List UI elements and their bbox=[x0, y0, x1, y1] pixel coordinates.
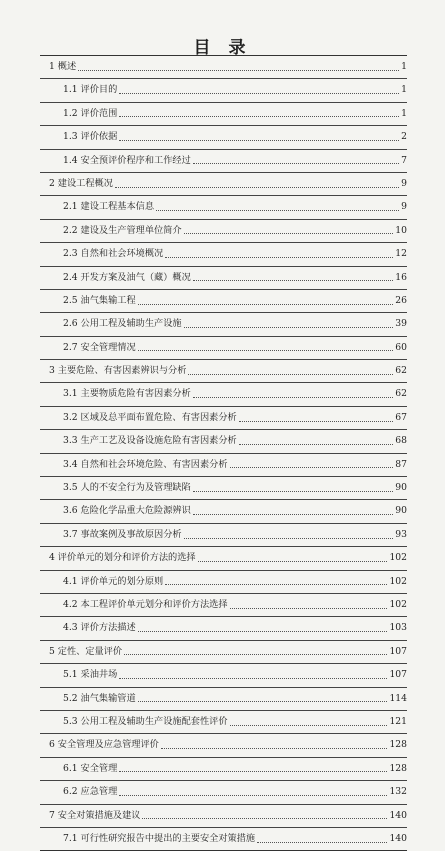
toc-entry-label: 2.4 开发方案及油气（藏）概况 bbox=[63, 271, 191, 283]
dot-leader bbox=[230, 725, 388, 726]
toc-entry-label: 2 建设工程概况 bbox=[49, 177, 113, 189]
toc-page-number: 62 bbox=[395, 365, 407, 377]
toc-section-row bbox=[40, 150, 407, 173]
toc-chapter-row bbox=[40, 360, 407, 383]
toc-page-number: 128 bbox=[389, 762, 407, 774]
toc-section-row bbox=[40, 664, 407, 687]
toc-entry-label: 6 安全管理及应急管理评价 bbox=[49, 739, 159, 751]
toc-chapter-row bbox=[40, 641, 407, 664]
toc-page-number: 16 bbox=[395, 271, 407, 283]
toc-page-number: 62 bbox=[395, 388, 407, 400]
toc-page-number: 140 bbox=[389, 809, 407, 821]
dot-leader bbox=[188, 374, 393, 375]
dot-leader bbox=[193, 397, 394, 398]
toc-page-number: 132 bbox=[389, 786, 407, 798]
toc-section-row bbox=[40, 500, 407, 523]
toc-section-row bbox=[40, 220, 407, 243]
toc-page-number: 103 bbox=[389, 622, 407, 634]
toc-entry-label: 4.3 评价方法描述 bbox=[63, 622, 136, 634]
toc-section-row bbox=[40, 688, 407, 711]
toc-page-number: 121 bbox=[389, 715, 407, 727]
toc-section-row bbox=[40, 571, 407, 594]
toc-entry-label: 1.1 评价目的 bbox=[63, 84, 118, 96]
dot-leader bbox=[138, 701, 388, 702]
toc-entry-label: 5.3 公用工程及辅助生产设施配套性评价 bbox=[63, 715, 228, 727]
toc-section-row bbox=[40, 430, 407, 453]
dot-leader bbox=[193, 280, 394, 281]
toc-entry-label: 4.2 本工程评价单元划分和评价方法选择 bbox=[63, 598, 228, 610]
toc-page-number: 67 bbox=[395, 411, 407, 423]
toc-page-number: 128 bbox=[389, 739, 407, 751]
toc-page-number: 68 bbox=[395, 435, 407, 447]
toc-entry-label: 4.1 评价单元的划分原则 bbox=[63, 575, 164, 587]
toc-section-row bbox=[40, 243, 407, 266]
toc-page-number: 107 bbox=[389, 669, 407, 681]
dot-leader bbox=[119, 93, 399, 94]
toc-entry-label: 7.1 可行性研究报告中提出的主要安全对策措施 bbox=[63, 832, 256, 844]
dot-leader bbox=[115, 187, 399, 188]
dot-leader bbox=[193, 514, 394, 515]
toc-page-number: 9 bbox=[401, 201, 407, 213]
toc-section-row bbox=[40, 79, 407, 102]
toc-page-number: 90 bbox=[395, 505, 407, 517]
toc-chapter-row bbox=[40, 173, 407, 196]
toc-section-row bbox=[40, 196, 407, 219]
toc-entry-label: 2.5 油气集输工程 bbox=[63, 294, 136, 306]
toc-page-number: 102 bbox=[389, 575, 407, 587]
toc-entry-label: 3.5 人的不安全行为及管理缺陷 bbox=[63, 482, 191, 494]
toc-page-number: 140 bbox=[389, 832, 407, 844]
dot-leader bbox=[198, 561, 388, 562]
toc-entry-label: 5.2 油气集输管道 bbox=[63, 692, 136, 704]
toc-page-number: 1 bbox=[401, 84, 407, 96]
toc-page-number: 93 bbox=[395, 528, 407, 540]
toc-entry-label: 3 主要危险、有害因素辨识与分析 bbox=[49, 365, 187, 377]
dot-leader bbox=[193, 491, 394, 492]
toc-entry-label: 5.1 采油井场 bbox=[63, 669, 118, 681]
toc-list bbox=[40, 55, 407, 851]
dot-leader bbox=[119, 795, 387, 796]
toc-page-number: 26 bbox=[395, 294, 407, 306]
toc-entry-label: 2.1 建设工程基本信息 bbox=[63, 201, 155, 213]
toc-entry-label: 7 安全对策措施及建议 bbox=[49, 809, 141, 821]
toc-section-row bbox=[40, 828, 407, 850]
toc-entry-label: 2.2 建设及生产管理单位简介 bbox=[63, 224, 182, 236]
toc-page-number: 39 bbox=[395, 318, 407, 330]
toc-section-row bbox=[40, 781, 407, 804]
toc-entry-label: 2.6 公用工程及辅助生产设施 bbox=[63, 318, 182, 330]
toc-entry-label: 2.7 安全管理情况 bbox=[63, 341, 136, 353]
toc-page-number: 60 bbox=[395, 341, 407, 353]
toc-page-number: 2 bbox=[401, 131, 407, 143]
toc-section-row bbox=[40, 407, 407, 430]
toc-section-row bbox=[40, 313, 407, 336]
toc-page-number: 102 bbox=[389, 598, 407, 610]
toc-page-number: 107 bbox=[389, 645, 407, 657]
dot-leader bbox=[165, 584, 387, 585]
toc-section-row bbox=[40, 617, 407, 640]
toc-section-row bbox=[40, 337, 407, 360]
toc-section-row bbox=[40, 290, 407, 313]
toc-section-row bbox=[40, 524, 407, 547]
dot-leader bbox=[119, 678, 387, 679]
toc-section-row bbox=[40, 126, 407, 149]
dot-leader bbox=[142, 818, 387, 819]
dot-leader bbox=[239, 421, 394, 422]
toc-entry-label: 6.2 应急管理 bbox=[63, 786, 118, 798]
toc-page-number: 90 bbox=[395, 482, 407, 494]
dot-leader bbox=[119, 771, 387, 772]
toc-entry-label: 3.7 事故案例及事故原因分析 bbox=[63, 528, 182, 540]
toc-page-number: 10 bbox=[395, 224, 407, 236]
dot-leader bbox=[138, 304, 394, 305]
toc-entry-label: 5 定性、定量评价 bbox=[49, 645, 123, 657]
dot-leader bbox=[230, 608, 388, 609]
toc-entry-label: 3.4 自然和社会环境危险、有害因素分析 bbox=[63, 458, 228, 470]
toc-page-number: 1 bbox=[401, 107, 407, 119]
dot-leader bbox=[138, 350, 394, 351]
toc-section-row bbox=[40, 267, 407, 290]
toc-section-row bbox=[40, 711, 407, 734]
dot-leader bbox=[184, 233, 394, 234]
toc-page-number: 87 bbox=[395, 458, 407, 470]
toc-section-row bbox=[40, 477, 407, 500]
dot-leader bbox=[78, 70, 399, 71]
toc-entry-label: 3.3 生产工艺及设备设施危险有害因素分析 bbox=[63, 435, 237, 447]
dot-leader bbox=[156, 210, 399, 211]
toc-section-row bbox=[40, 594, 407, 617]
dot-leader bbox=[184, 538, 394, 539]
toc-entry-label: 3.6 危险化学品重大危险源辨识 bbox=[63, 505, 191, 517]
toc-section-row bbox=[40, 454, 407, 477]
dot-leader bbox=[165, 257, 393, 258]
toc-entry-label: 1.3 评价依据 bbox=[63, 131, 118, 143]
toc-section-row bbox=[40, 103, 407, 126]
dot-leader bbox=[138, 631, 388, 632]
toc-entry-label: 4 评价单元的划分和评价方法的选择 bbox=[49, 552, 196, 564]
toc-entry-label: 1.4 安全预评价程序和工作经过 bbox=[63, 154, 191, 166]
toc-page-number: 1 bbox=[401, 61, 407, 72]
toc-chapter-row bbox=[40, 805, 407, 828]
dot-leader bbox=[119, 140, 399, 141]
toc-chapter-row bbox=[40, 734, 407, 757]
toc-entry-label: 2.3 自然和社会环境概况 bbox=[63, 248, 164, 260]
toc-entry-label: 3.1 主要物质危险有害因素分析 bbox=[63, 388, 191, 400]
toc-section-row bbox=[40, 758, 407, 781]
toc-section-row bbox=[40, 383, 407, 406]
toc-page-number: 102 bbox=[389, 552, 407, 564]
toc-entry-label: 1.2 评价范围 bbox=[63, 107, 118, 119]
dot-leader bbox=[193, 163, 399, 164]
toc-entry-label: 6.1 安全管理 bbox=[63, 762, 118, 774]
toc-page-number: 9 bbox=[401, 177, 407, 189]
toc-page-number: 114 bbox=[389, 692, 407, 704]
dot-leader bbox=[184, 327, 394, 328]
dot-leader bbox=[119, 116, 399, 117]
dot-leader bbox=[257, 842, 387, 843]
toc-page-number: 7 bbox=[401, 154, 407, 166]
toc-chapter-row bbox=[40, 547, 407, 570]
dot-leader bbox=[124, 654, 387, 655]
toc-entry-label: 3.2 区域及总平面布置危险、有害因素分析 bbox=[63, 411, 237, 423]
toc-entry-label: 1 概述 bbox=[49, 61, 77, 72]
page-title: 目 录 bbox=[193, 38, 252, 58]
dot-leader bbox=[239, 444, 394, 445]
toc-page-number: 12 bbox=[395, 248, 407, 260]
dot-leader bbox=[161, 748, 388, 749]
toc-chapter-row bbox=[40, 56, 407, 79]
dot-leader bbox=[230, 467, 394, 468]
